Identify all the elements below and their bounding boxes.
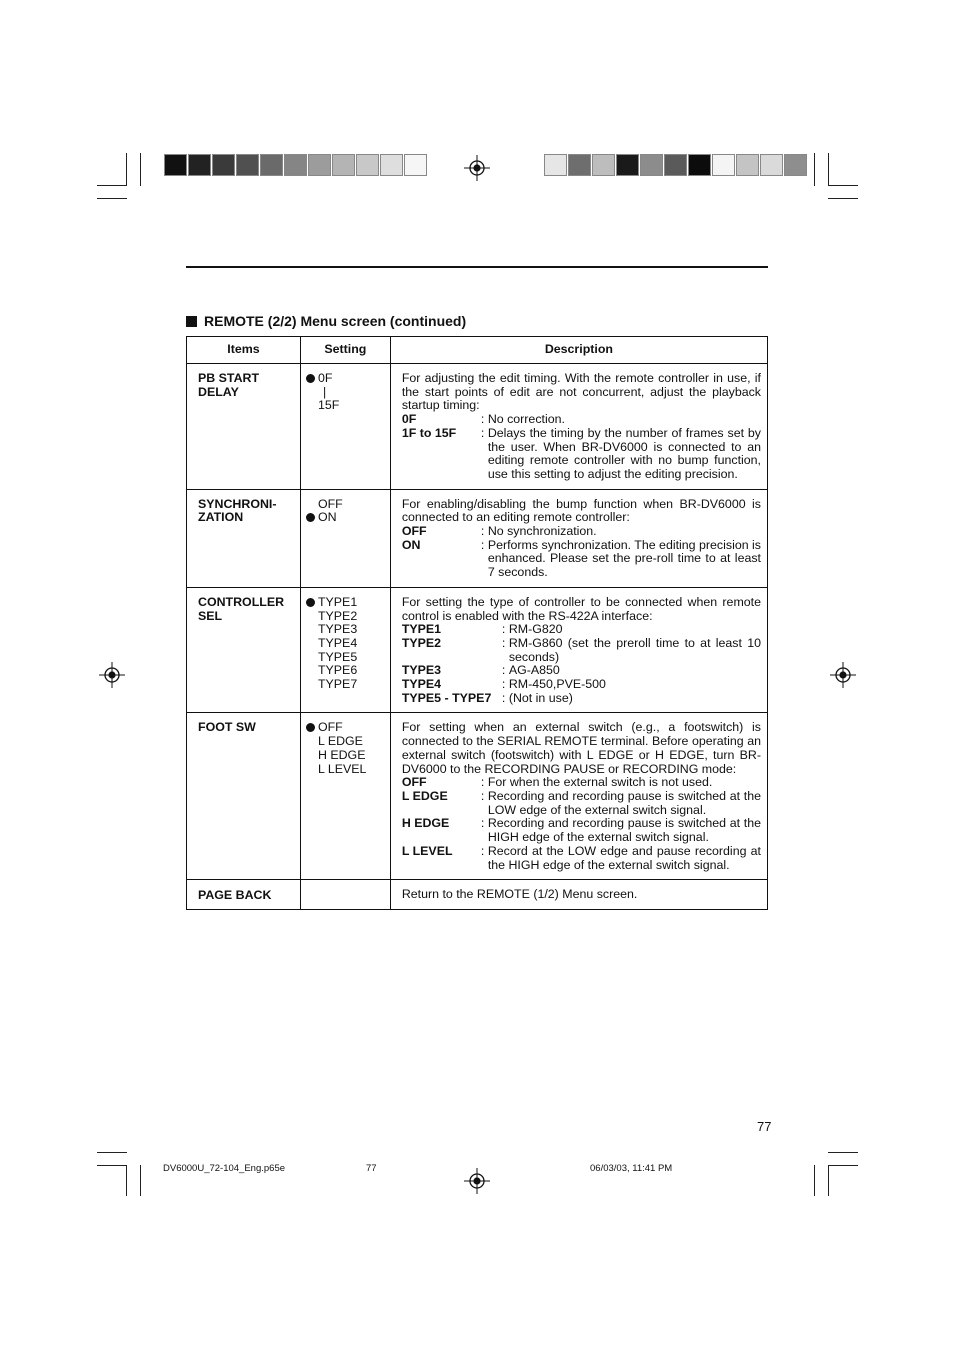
definition-key: OFF bbox=[401, 524, 427, 539]
option-spacer bbox=[305, 386, 318, 400]
color-swatch bbox=[688, 154, 711, 176]
definition-colon: : bbox=[480, 524, 485, 539]
crop-mark bbox=[828, 185, 858, 186]
color-swatch bbox=[712, 154, 735, 176]
footer-date: 06/03/03, 11:41 PM bbox=[590, 1163, 673, 1174]
setting-option bbox=[305, 511, 386, 525]
option-spacer bbox=[305, 498, 318, 512]
definition-item bbox=[402, 664, 761, 678]
setting-option-label: OFF bbox=[317, 720, 343, 735]
definition-key: 1F to 15F bbox=[401, 425, 457, 440]
crop-mark bbox=[97, 185, 127, 186]
item-label: ZATION bbox=[198, 510, 244, 525]
definition-text: No synchronization. bbox=[487, 524, 597, 539]
item-cell bbox=[187, 364, 301, 490]
definition-text: RM-G820 bbox=[508, 622, 563, 637]
definition-text: Performs synchronization. The editing precision is enhanced. Please set the pre-roll time to at least 7 seconds. bbox=[487, 537, 761, 580]
definition-colon: : bbox=[501, 635, 506, 650]
color-swatch bbox=[784, 154, 807, 176]
setting-option bbox=[305, 596, 386, 610]
definition-colon: : bbox=[480, 816, 485, 831]
description-cell bbox=[390, 364, 767, 490]
column-header-items: Items bbox=[187, 337, 301, 364]
definition-item bbox=[402, 413, 761, 427]
color-swatch bbox=[260, 154, 283, 176]
registration-mark-icon bbox=[830, 662, 856, 688]
crop-mark bbox=[126, 153, 127, 186]
color-swatch bbox=[664, 154, 687, 176]
crop-mark bbox=[140, 153, 141, 186]
table-row bbox=[187, 880, 768, 910]
setting-option-label: OFF bbox=[317, 496, 343, 511]
definition-item bbox=[402, 427, 761, 482]
definition-colon: : bbox=[501, 677, 506, 692]
color-bar-right bbox=[544, 154, 808, 176]
section-title-text: REMOTE (2/2) Menu screen (continued) bbox=[204, 313, 467, 329]
setting-option-label: TYPE2 bbox=[317, 608, 358, 623]
definition-text: AG-A850 bbox=[508, 663, 560, 678]
definition-colon: : bbox=[480, 775, 485, 790]
selected-dot-icon bbox=[305, 596, 318, 610]
remote-menu-table bbox=[186, 336, 768, 910]
setting-option bbox=[305, 763, 386, 777]
color-bar-left bbox=[164, 154, 428, 176]
item-label: CONTROLLER bbox=[198, 594, 285, 609]
color-swatch bbox=[188, 154, 211, 176]
setting-option bbox=[305, 386, 386, 400]
definition-text: For when the external switch is not used. bbox=[487, 775, 713, 790]
color-swatch bbox=[616, 154, 639, 176]
crop-mark bbox=[814, 1165, 815, 1196]
color-swatch bbox=[640, 154, 663, 176]
color-swatch bbox=[164, 154, 187, 176]
definition-key: 0F bbox=[401, 412, 417, 427]
definition-key: TYPE3 bbox=[401, 663, 442, 678]
description-cell bbox=[390, 713, 767, 880]
setting-option bbox=[305, 610, 386, 624]
setting-option bbox=[305, 749, 386, 763]
item-label: SEL bbox=[198, 608, 223, 623]
option-spacer bbox=[305, 637, 318, 651]
color-swatch bbox=[380, 154, 403, 176]
definition-colon: : bbox=[480, 843, 485, 858]
setting-option-label: 0F bbox=[317, 371, 333, 385]
definition-text: Recording and recording pause is switched at the LOW edge of the external switch signal. bbox=[487, 788, 761, 817]
registration-mark-icon bbox=[464, 155, 490, 181]
selected-dot-icon bbox=[305, 511, 318, 525]
definition-key: OFF bbox=[401, 775, 427, 790]
definition-key: H EDGE bbox=[401, 816, 450, 831]
setting-cell bbox=[300, 364, 390, 490]
color-swatch bbox=[236, 154, 259, 176]
selected-dot-icon bbox=[305, 372, 318, 386]
setting-option-label: TYPE6 bbox=[317, 663, 358, 678]
crop-mark bbox=[828, 198, 858, 199]
description-text: For enabling/disabling the bump function when BR-DV6000 is connected to an editing remote controller: bbox=[401, 496, 761, 525]
setting-option bbox=[305, 498, 386, 512]
option-spacer bbox=[305, 651, 318, 665]
crop-mark bbox=[97, 1152, 127, 1153]
definition-key: L EDGE bbox=[401, 788, 448, 803]
definition-key: L LEVEL bbox=[401, 843, 453, 858]
crop-mark bbox=[828, 1165, 858, 1166]
setting-option-label: TYPE4 bbox=[317, 635, 358, 650]
definition-key: TYPE2 bbox=[401, 635, 442, 650]
color-swatch bbox=[592, 154, 615, 176]
section-title bbox=[186, 313, 466, 329]
table-row bbox=[187, 364, 768, 490]
setting-option-label: 15F bbox=[317, 398, 340, 413]
crop-mark bbox=[126, 1165, 127, 1196]
definition-text: RM-G860 (set the preroll time to at least 10 seconds) bbox=[508, 635, 761, 664]
color-swatch bbox=[284, 154, 307, 176]
crop-mark bbox=[97, 1165, 127, 1166]
definition-text: (Not in use) bbox=[508, 690, 573, 705]
setting-option bbox=[305, 721, 386, 735]
table-row bbox=[187, 489, 768, 587]
item-cell bbox=[187, 587, 301, 713]
definition-key: TYPE1 bbox=[401, 622, 442, 637]
setting-cell bbox=[300, 880, 390, 910]
definition-colon: : bbox=[480, 788, 485, 803]
setting-option bbox=[305, 637, 386, 651]
color-swatch bbox=[404, 154, 427, 176]
setting-option-label: H EDGE bbox=[317, 747, 366, 762]
setting-option-label: ON bbox=[317, 510, 337, 525]
description-text: For adjusting the edit timing. With the remote controller in use, if the start points of edit are not concurrent, adjust the playback startup timing: bbox=[401, 371, 761, 413]
definition-colon: : bbox=[480, 537, 485, 552]
header-rule bbox=[186, 266, 768, 268]
column-header-description: Description bbox=[390, 337, 767, 364]
setting-cell bbox=[300, 489, 390, 587]
color-swatch bbox=[308, 154, 331, 176]
description-text: For setting the type of controller to be connected when remote control is enabled with the RS-422A interface: bbox=[401, 594, 761, 623]
crop-mark bbox=[828, 1152, 858, 1153]
description-cell bbox=[390, 880, 767, 910]
page-number: 77 bbox=[757, 1119, 772, 1134]
setting-option bbox=[305, 372, 386, 386]
column-header-setting: Setting bbox=[300, 337, 390, 364]
setting-option-label: TYPE5 bbox=[317, 649, 358, 664]
crop-mark bbox=[140, 1165, 141, 1196]
option-spacer bbox=[305, 763, 318, 777]
crop-mark bbox=[828, 1165, 829, 1196]
table-row bbox=[187, 713, 768, 880]
definition-text: Record at the LOW edge and pause recording at the HIGH edge of the external switch signal. bbox=[487, 843, 761, 872]
color-swatch bbox=[356, 154, 379, 176]
setting-option bbox=[305, 735, 386, 749]
item-label: PB START bbox=[198, 371, 260, 385]
definition-item bbox=[402, 790, 761, 817]
registration-mark-icon bbox=[99, 662, 125, 688]
setting-option-label: TYPE7 bbox=[317, 677, 358, 692]
description-text: Return to the REMOTE (1/2) Menu screen. bbox=[401, 887, 638, 902]
option-spacer bbox=[305, 399, 318, 413]
definition-item bbox=[402, 539, 761, 580]
item-label: PAGE BACK bbox=[198, 887, 272, 902]
footer-file: DV6000U_72-104_Eng.p65e bbox=[163, 1163, 286, 1174]
definition-item bbox=[402, 817, 761, 844]
table-row bbox=[187, 587, 768, 713]
definition-key: ON bbox=[401, 537, 421, 552]
setting-cell bbox=[300, 587, 390, 713]
setting-option bbox=[305, 678, 386, 692]
table-header-row bbox=[187, 337, 768, 364]
setting-option-label: | bbox=[322, 384, 327, 399]
option-spacer bbox=[305, 623, 318, 637]
setting-option-label: TYPE3 bbox=[317, 622, 358, 637]
definition-text: Recording and recording pause is switched at the HIGH edge of the external switch signal. bbox=[487, 816, 761, 845]
definition-colon: : bbox=[480, 412, 485, 427]
setting-cell bbox=[300, 713, 390, 880]
crop-mark bbox=[814, 153, 815, 186]
definition-item bbox=[402, 776, 761, 790]
definition-item bbox=[402, 623, 761, 637]
setting-option bbox=[305, 651, 386, 665]
item-cell bbox=[187, 880, 301, 910]
definition-item bbox=[402, 678, 761, 692]
description-cell bbox=[390, 587, 767, 713]
definition-key: TYPE5 - TYPE7 bbox=[401, 690, 492, 705]
color-swatch bbox=[568, 154, 591, 176]
item-label: SYNCHRONI- bbox=[198, 496, 277, 511]
definition-colon: : bbox=[501, 622, 506, 637]
setting-option bbox=[305, 399, 386, 413]
footer-page: 77 bbox=[366, 1163, 377, 1174]
item-cell bbox=[187, 489, 301, 587]
registration-mark-icon bbox=[464, 1168, 490, 1194]
definition-colon: : bbox=[501, 663, 506, 678]
selected-dot-icon bbox=[305, 721, 318, 735]
color-swatch bbox=[760, 154, 783, 176]
crop-mark bbox=[828, 153, 829, 186]
option-spacer bbox=[305, 678, 318, 692]
color-swatch bbox=[544, 154, 567, 176]
option-spacer bbox=[305, 664, 318, 678]
definition-text: RM-450,PVE-500 bbox=[508, 677, 606, 692]
definition-text: Delays the timing by the number of frames set by the user. When BR-DV6000 is connected to an editing remote controller with no bump function, use this setting to adjust the editing precision. bbox=[487, 425, 761, 481]
definition-item bbox=[402, 692, 761, 706]
definition-item bbox=[402, 525, 761, 539]
setting-option bbox=[305, 623, 386, 637]
definition-item bbox=[402, 845, 761, 872]
description-cell bbox=[390, 489, 767, 587]
item-label: DELAY bbox=[198, 384, 239, 399]
description-text: For setting when an external switch (e.g., a footswitch) is connected to the SERIAL REMOTE terminal. Before operating an external switch (footswitch) with L EDGE or H EDGE, turn BR-DV6000 to the RECORDING PAUSE or RECORDING mode: bbox=[401, 720, 761, 776]
color-swatch bbox=[212, 154, 235, 176]
definition-key: TYPE4 bbox=[401, 677, 442, 692]
item-cell bbox=[187, 713, 301, 880]
item-label: FOOT SW bbox=[198, 720, 256, 735]
definition-text: No correction. bbox=[487, 412, 565, 427]
color-swatch bbox=[736, 154, 759, 176]
definition-colon: : bbox=[501, 690, 506, 705]
square-bullet-icon bbox=[186, 316, 197, 327]
option-spacer bbox=[305, 735, 318, 749]
option-spacer bbox=[305, 749, 318, 763]
setting-option bbox=[305, 664, 386, 678]
setting-option-label: L EDGE bbox=[317, 734, 363, 749]
crop-mark bbox=[97, 198, 127, 199]
definition-colon: : bbox=[480, 425, 485, 440]
setting-option-label: TYPE1 bbox=[317, 594, 358, 609]
definition-item bbox=[402, 637, 761, 664]
option-spacer bbox=[305, 610, 318, 624]
setting-option-label: L LEVEL bbox=[317, 761, 367, 776]
color-swatch bbox=[332, 154, 355, 176]
